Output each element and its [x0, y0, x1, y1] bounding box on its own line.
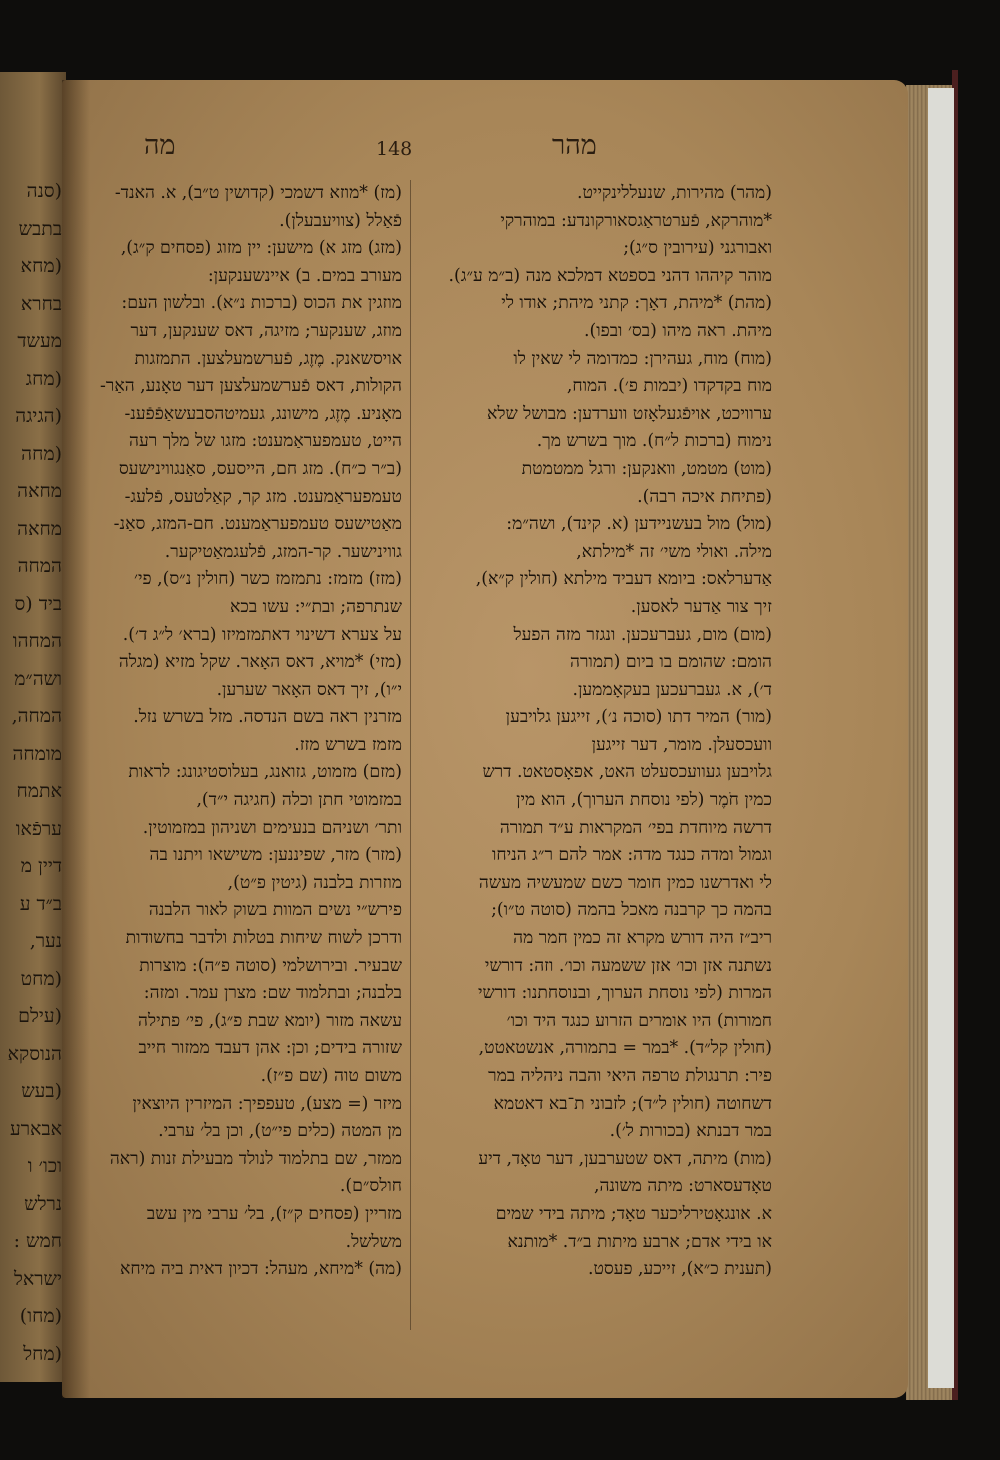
adjacent-page-fragment: (מחג: [25, 367, 62, 390]
adjacent-page-fragment: המחה: [17, 555, 62, 577]
text-line: מילה. ואולי משי׳ זה *מילתא,: [576, 541, 772, 562]
text-line: טאָדעסארט: מיתה משונה,: [593, 1176, 772, 1197]
text-line: (מה) *מיחא, מעהל: דכיון דאית ביה מיחא: [119, 1259, 402, 1280]
text-line: חמורות) היו אומרים הזרוע כנגד היד וכו׳: [506, 1010, 772, 1031]
text-line: וגמול ומדה כנגד מדה: אמר להם ר״ג הניחו: [491, 845, 772, 866]
text-line: (תענית כ״א), זייכע, פעסט.: [587, 1259, 772, 1280]
running-header-left: מה: [144, 130, 176, 161]
adjacent-page-fragment: (מחא: [20, 255, 62, 277]
text-line: זיך צור אַדער לאסען.: [630, 596, 772, 617]
text-line: דשחוטה (חולין ל״ד); לזבוני ת־בא דאטמא: [493, 1093, 772, 1114]
text-line: (מזם) מזמוט, גזואנג, בעלוסטיגונג: לראות: [128, 762, 402, 783]
text-line: (מול) מול בעשניידען (א. קינד), ושה״מ:: [506, 514, 772, 535]
text-line: בלבנה; ובתלמוד שם: מצרן עמר. ומזה:: [143, 983, 402, 1004]
adjacent-page-fragment: הנוסקא: [7, 1042, 62, 1065]
text-line: אויסשאנק. מֶזֶג, פֿערשמעלצען. התמזגות: [134, 348, 402, 369]
dictionary-page: [62, 80, 908, 1398]
right-column: [412, 180, 772, 1284]
text-line: פיר: תרנגולת טרפה היאי והבה ניהליה במר: [488, 1066, 772, 1086]
adjacent-page-fragment: (מחה: [21, 442, 62, 465]
adjacent-page-fragment: דיין מ: [20, 855, 62, 877]
text-line: ממזר, שם בתלמוד לנולד מבעילת זנות (ראה: [109, 1148, 402, 1169]
text-line: מזמז בשרש מזז.: [294, 734, 402, 755]
text-line: (חולין קל״ד). *במר = בתמורה, אנשטאטט,: [478, 1038, 772, 1059]
text-line: (מום) מום, געברעכען. ונגזר מזה הפעל: [513, 624, 772, 645]
text-line: (מהת) *מיהת, דאָך: קתני מיהת; אודו לי: [501, 293, 772, 314]
adjacent-page-fragment: ישראל: [13, 1267, 62, 1290]
text-line: (מז) *מוזא דשמכי (קדושין ט״ב), א. האנד-: [114, 183, 402, 203]
text-line: גלויבען געוועכסעלט האט, אפאָסטאט. דרש: [482, 762, 772, 783]
text-line: שבעיר. ובירושלמי (סוטה פ״ה): מוצרות: [139, 955, 402, 976]
text-line: מיהת. ראה מיהו (בס׳ ובפו).: [583, 320, 772, 341]
text-line: ערוויכט, אויפֿגעלאָזט ווערדען: מבושל שלא: [487, 403, 772, 424]
adjacent-page-fragment: (מחט: [20, 967, 62, 990]
text-line: מזרנין ראה בשם הנדסה. מזל בשרש נזל.: [133, 707, 402, 728]
adjacent-page-fragment: המחה,: [11, 705, 62, 727]
adjacent-page-fragment: מומחה: [12, 742, 62, 765]
text-line: מוזג, שענקער; מזיגה, דאס שענקען, דער: [130, 320, 402, 341]
text-line: וועכסעלן. מומר, דער זייגען: [591, 734, 772, 755]
text-line: ואבורגני (עירובין ס״ג);: [623, 238, 772, 259]
adjacent-page-fragment: (בעש: [21, 1080, 62, 1102]
adjacent-page-fragment: ערפֿאו: [15, 817, 62, 840]
text-line: על צערא דשינוי דאתמזמיזו (ברא׳ ל״ג ד׳).: [122, 624, 402, 645]
adjacent-page-fragment: אבארע: [9, 1117, 62, 1140]
adjacent-page-fragment: ביד (ס: [14, 592, 62, 615]
text-line: שזורה בידים; וכן: אהן דעבד ממזור חייב: [138, 1038, 402, 1059]
adjacent-page-fragment: המחהו: [12, 630, 62, 652]
text-line: גווינישער. קר-המזג, פֿלעגמאַטיקער.: [164, 541, 402, 562]
text-line: שנתרפה; ובת״י: עשו בכא: [230, 596, 402, 617]
text-line: (מור) המיר דתו (סוכה נ׳), זייגען גלויבען: [505, 707, 772, 728]
text-line: מאָניע. מֶזֶג, מישונג, געמיטהסבעשאַפֿפֿענ-: [124, 403, 402, 424]
backing-board: [928, 88, 954, 1388]
text-line: מעורב במים. ב) איינשענקען:: [207, 265, 402, 286]
text-line: הקולות, דאס פֿערשמעלצען דער טאָנע, האַר-: [100, 376, 402, 397]
text-line: (פתיחת איכה רבה).: [637, 486, 772, 507]
text-line: מאַטישעס טעמפעראַמענט. חם-המזג, סאַנ-: [113, 514, 402, 535]
text-line: לי ואדרשנו כמין חומר כשם שמעשיה מעשה: [478, 872, 772, 893]
text-line: משום טוה (שם פ״ז).: [260, 1066, 402, 1086]
text-line: (מוט) מטמט, וואנקען: ורגל ממטמטת: [521, 458, 772, 479]
text-line: או בידי אדם; ארבע מיתות ב״ד. *מותנא: [507, 1231, 772, 1252]
text-line: הומם: שהומם בו ביום (תמורה: [570, 652, 772, 673]
adjacent-page-fragment: מחאה: [17, 517, 62, 540]
text-line: חולס״ם).: [339, 1176, 402, 1197]
text-line: מוזרות בלבנה (גיטין פ״ט),: [227, 872, 402, 893]
text-line: (מזי) *מויא, דאס האָאר. שקל מזיא (מגלה: [118, 652, 402, 673]
text-line: כמין חֹמֶר (לפי נוסחת הערוך), הוא מין: [516, 790, 772, 811]
text-line: מוהר קיההו דהני בספטא דמלכא מנה (ב״מ ע״ג).: [448, 265, 772, 286]
adjacent-page-fragment: בתבש: [18, 217, 62, 240]
adjacent-page-fragment: מחאה: [17, 480, 62, 502]
text-line: (מזג) מזג א) מישען: יין מזוג (פסחים ק״ג),: [120, 238, 402, 259]
adjacent-page-fragment: נער,: [29, 930, 62, 952]
text-line: (מהר) מהירות, שנעללינקייט.: [577, 183, 772, 203]
text-line: נימוח (ברכות ל״ח). מוך בשרש מך.: [536, 431, 772, 452]
text-line: (מזר) מזר, שפיננען: משישאו ויתנו בה: [149, 845, 402, 866]
text-line: ריב״ז היה דורש מקרא זה כמין חמר מה: [513, 928, 772, 949]
text-line: (מוח) מוח, געהירן: כמדומה לי שאין לו: [513, 348, 772, 369]
adjacent-page-fragment: (מחל: [23, 1342, 62, 1365]
adjacent-page-fragment: וכו׳ ו: [27, 1155, 62, 1177]
text-line: י״ו), זיך דאס האָאר שערען.: [216, 679, 402, 700]
text-line: (מות) מיתה, דאס שטערבען, דער טאָד, דיע: [478, 1148, 772, 1169]
adjacent-page-fragment: נרלש: [24, 1192, 62, 1215]
text-line: (מזז) מזמז: נתמזמז כשר (חולין נ״ס), פי׳: [134, 569, 402, 590]
text-line: *מוהרקא, פֿערטראַגסאורקונדע: במוהרקי: [500, 210, 772, 231]
text-line: מזריין (פסחים ק״ז), בל׳ ערבי מין עשב: [146, 1203, 402, 1224]
page-number: 148: [376, 138, 413, 160]
adjacent-page-fragment: ושה״מ: [14, 667, 62, 690]
adjacent-page-fragment: בחרא: [20, 292, 62, 315]
text-line: ודרכן לשוח שיחות בטלות ולדבר בחשודות: [125, 928, 402, 949]
adjacent-page-fragment: מעשד: [17, 330, 62, 352]
text-line: מוזגין את הכוס (ברכות נ״א). ובלשון העם:: [121, 293, 402, 314]
text-line: עשאה מזור (יומא שבת פ״ג), פי׳ פתילה: [138, 1010, 402, 1031]
running-header-right: מהר: [552, 130, 597, 161]
text-line: ותר׳ ושניהם בנעימים ושניהון במזמוטין.: [142, 817, 402, 838]
adjacent-page-fragment: אתמח: [16, 780, 62, 802]
text-line: א. אונגאָטירליכער טאָד; מיתה בידי שמים: [495, 1203, 772, 1224]
text-line: פֿאַלל (צוויעבעלן).: [279, 210, 402, 231]
text-line: ד׳), א. געברעכען בעקאָממען.: [572, 679, 772, 700]
left-column: [72, 180, 402, 1284]
text-line: הייט, טעמפעראַמענט: מזגו של מלך רעה: [129, 431, 402, 452]
text-line: מוח בקדקדו (יבמות פ׳). המוח,: [566, 376, 772, 397]
adjacent-page-fragment: (עילם: [18, 1005, 62, 1027]
adjacent-page-fragment: חמש :: [13, 1230, 62, 1252]
adjacent-page-strip: [0, 72, 66, 1382]
text-line: נשתנה אזן וכו׳ אזן ששמעה וכו׳. וזה: דורשי: [484, 955, 772, 976]
text-line: במר דבנתא (בכורות ל׳).: [609, 1121, 772, 1142]
text-line: בהמה כך קרבנה מאכל בהמה (סוטה ט״ו);: [491, 900, 772, 921]
adjacent-page-fragment: (סנה: [26, 180, 62, 202]
text-line: פירש״י נשים המוות בשוק לאור הלבנה: [148, 900, 402, 921]
text-line: מן המטה (כלים פי״ט), וכן בל׳ ערבי.: [158, 1121, 402, 1142]
text-line: מיזר (= מצע), טעפפיך: המיזרין היוצאין: [132, 1093, 402, 1114]
text-line: אַדערלאס: ביומא דעביד מילתא (חולין ק״א),: [475, 569, 772, 590]
text-line: טעמפעראַמענט. מזג קר, קאַלטעס, פֿלעג-: [124, 486, 402, 507]
column-divider: [410, 180, 411, 1330]
text-line: דרשה מיוחדת בפי׳ המקראות ע״ד תמורה: [499, 817, 772, 838]
text-line: (ב״ר כ״ח). מזג חם, הייסעס, סאַנגווינישעס: [118, 458, 402, 479]
text-line: המרות (לפי נוסחת הערוך, ובנוסחתנו: דורשי: [477, 983, 772, 1004]
text-line: במזמוטי חתן וכלה (חגיגה י״ד),: [196, 790, 402, 811]
adjacent-page-fragment: (מחו): [19, 1305, 62, 1327]
text-line: משלשל.: [345, 1231, 402, 1252]
adjacent-page-fragment: ב״ד ע: [19, 892, 62, 915]
adjacent-page-fragment: (הגיגה: [15, 405, 62, 427]
